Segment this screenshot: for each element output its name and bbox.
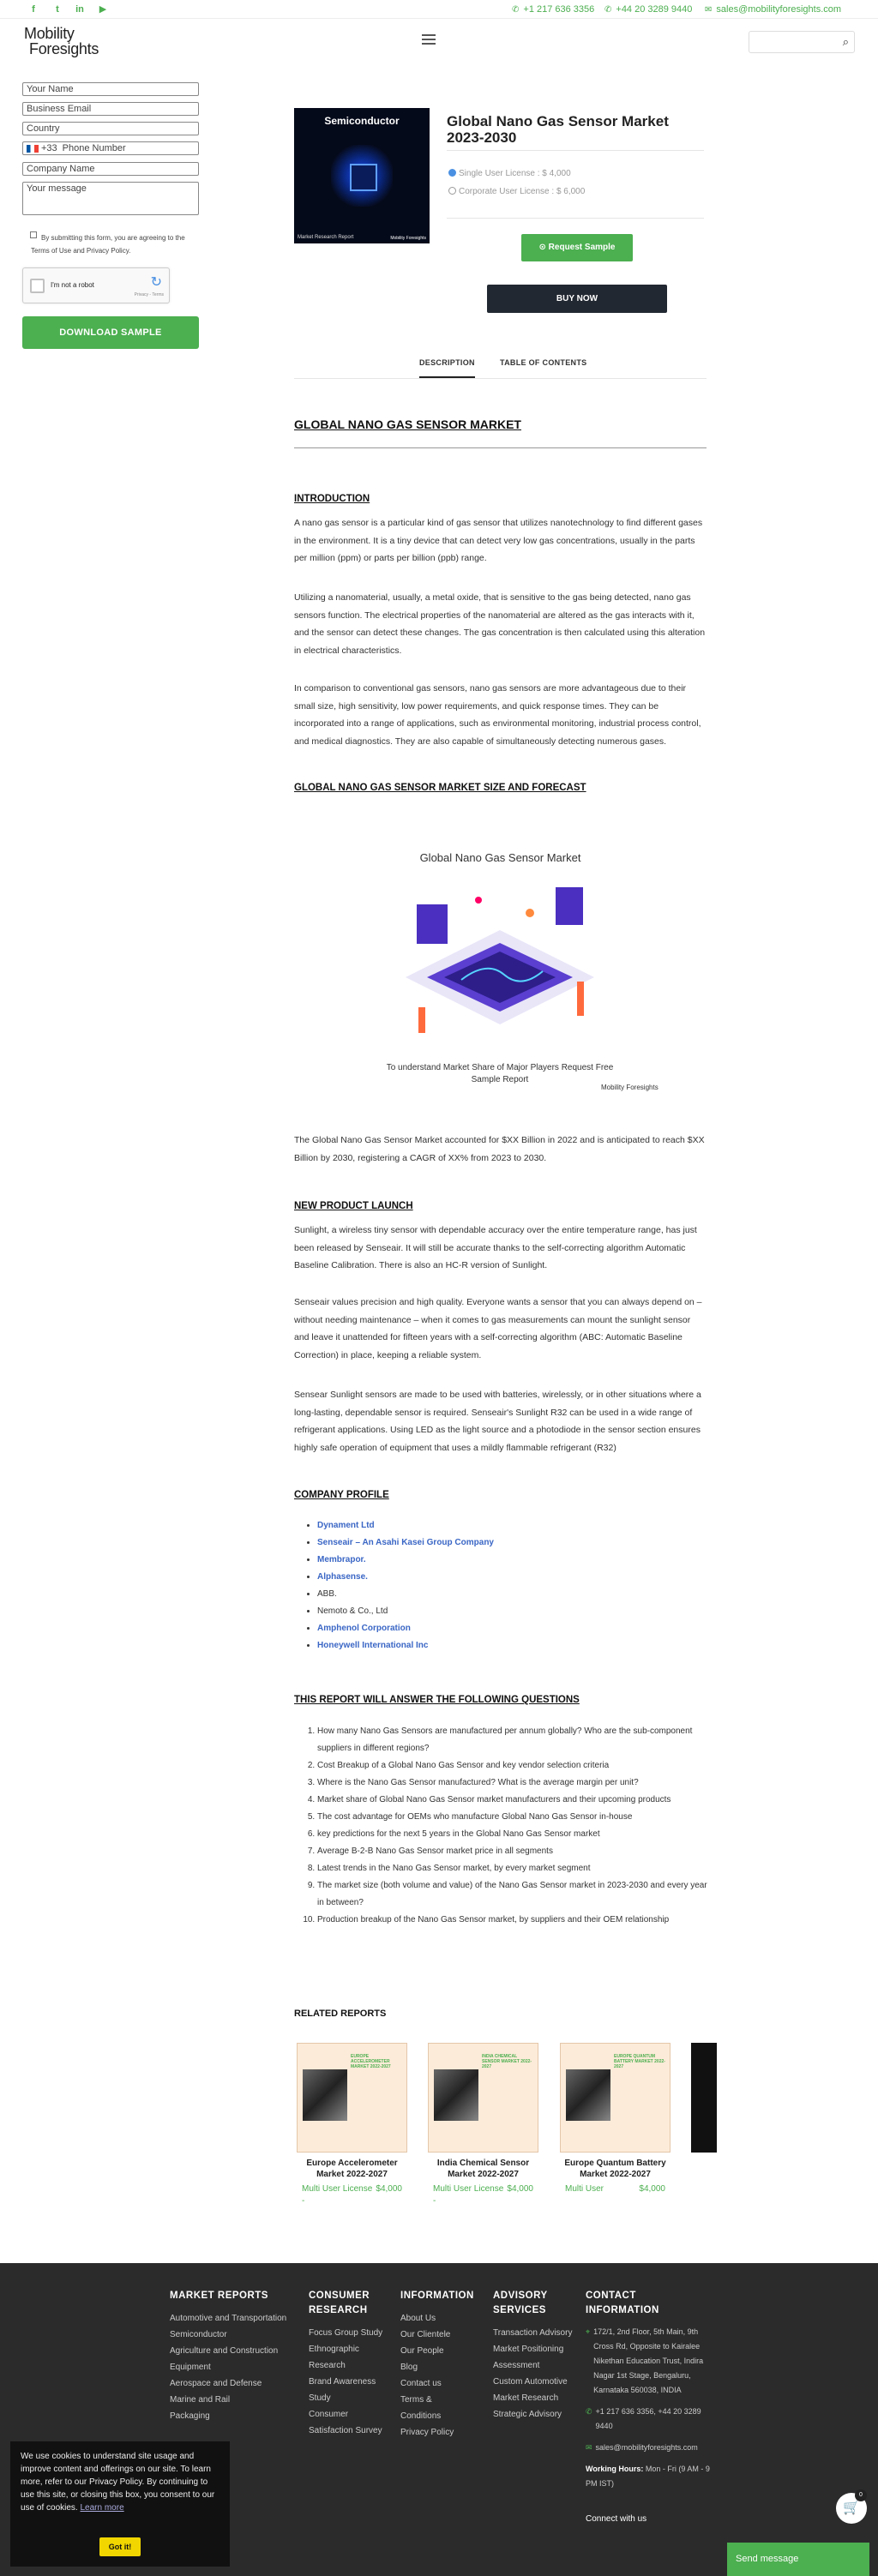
captcha-checkbox[interactable] [30,279,45,293]
report-cover-image: Semiconductor Market Research Report Mobility Foresights [294,108,430,243]
footer-link[interactable]: About Us [400,2314,436,2323]
company-item: • Nemoto & Co., Ltd [317,1603,707,1620]
paragraph: Sensear Sunlight sensors are made to be used with batteries, wirelessly, or in other situations where a long-lasting, dependable sensor is required. Senseair's Sunlight R32 can be used in a wide range of refrigerant applications. Using LED as the light source and a photodiode in the sensor section ensures highly safe operation of equipment that uses a mildly flammable refrigerant (R32) [294,1390,701,1453]
facebook-icon[interactable]: f [32,4,35,15]
site-logo[interactable]: Mobility Foresights [24,25,99,57]
phone-icon: ✆ [604,4,612,15]
footer-link[interactable]: Privacy Policy [400,2428,454,2437]
country-field[interactable]: Country [22,122,199,135]
menu-icon[interactable] [422,34,436,45]
footer-link[interactable]: Agriculture and Construction Equipment [170,2346,279,2372]
single-license-option[interactable]: Single User License : $ 4,000 [448,169,571,178]
footer-link[interactable]: Marine and Rail [170,2395,231,2405]
email-field[interactable]: Business Email [22,102,199,116]
footer-contact: CONTACT INFORMATION ⌖ 172/1, 2nd Floor, 5th Main, 9th Cross Rd, Opposite to Kairalee Nikethan Education Trust, Indira Nagar 1st Stage, Bengaluru, Karnataka 560038, INDIA ✆ +1 217 636 3356, +44 20 3289 9440 ✉ sales@mobilityforesights.com Working Hours: Mon - Fri (9 AM - 9 PM IST) Connect with us [586,2291,710,2524]
related-card-price: $4,000 Multi User License - [433,2184,533,2206]
divider [294,447,707,448]
corporate-license-option[interactable]: Corporate User License : $ 6,000 [448,187,585,196]
footer-link[interactable]: Terms & Conditions [400,2395,442,2421]
company-heading: COMPANY PROFILE [294,1490,389,1500]
france-flag-icon [27,145,39,153]
footer-link[interactable]: Packaging [170,2411,210,2421]
paragraph: Senseair values precision and high quality. Everyone wants a sensor that you can always depend on – without needing maintenance – when it comes to gas measurements can mount the sunlight sensor and leave it unattended for fifteen years with a self-correcting algorithm (ABC: Automatic Baseline Correction) in place, keeping a reliable system. [294,1297,702,1360]
cookie-banner: We use cookies to understand site usage and improve content and offerings on our site. To learn more, refer to our Privacy Policy. By continuing to use this site, or closing this box, you consent to our use of cookies. Learn more Got it! [10,2441,230,2567]
related-card-partial[interactable] [691,2043,717,2153]
question-item: 7. Average B-2-B Nano Gas Sensor market price in all segments [317,1843,707,1860]
question-item: 5. The cost advantage for OEMs who manufacture Global Nano Gas Sensor in-house [317,1809,707,1826]
cart-count-badge: 0 [855,2489,867,2501]
related-reports-heading: RELATED REPORTS [294,2009,387,2019]
linkedin-icon[interactable]: in [75,4,84,15]
paragraph: The Global Nano Gas Sensor Market accounted for $XX Billion in 2022 and is anticipated to reach $XX Billion by 2030, registering a CAGR of XX% from 2023 to 2030. [294,1135,705,1163]
tab-description[interactable]: DESCRIPTION [419,358,475,378]
company-item[interactable]: • Senseair – An Asahi Kasei Group Company [317,1534,707,1552]
paragraph: In comparison to conventional gas sensors, nano gas sensors are more advantageous due to their small size, high sensitivity, low power requirements, and quick response times. They can be incorporated into a range of applications, such as environmental monitoring, industrial process control, and medical diagnostics. They are also capable of simultaneously detecting numerous gases. [294,683,701,747]
top-phone-2[interactable]: ✆ +44 20 3289 9440 [604,4,693,15]
mail-icon: ✉ [705,4,713,15]
phone-icon: ✆ [586,2407,592,2416]
mail-icon: ✉ [586,2443,592,2452]
footer-link[interactable]: Ethnographic Research [309,2345,359,2370]
company-field[interactable]: Company Name [22,162,199,176]
divider [447,150,704,151]
footer-link[interactable]: Brand Awareness Study [309,2377,376,2403]
agree-checkbox-label[interactable]: By submitting this form, you are agreeing to the Terms of Use and Privacy Policy. [31,231,194,257]
product-photo [434,2069,478,2121]
paragraph: Utilizing a nanomaterial, usually, a metal oxide, that is sensitive to the gas being detected, nano gas sensors function. The electrical properties of the nanomaterial are altered as the gas interacts with it, and the sensor can detect these changes. The gas concentration is then calculated using this alteration in electrical characteristics. [294,592,706,656]
product-photo [303,2069,347,2121]
company-item[interactable]: • Dynament Ltd [317,1517,707,1534]
request-sample-button[interactable]: ⊙ Request Sample [521,234,633,261]
market-infographic[interactable]: Global Nano Gas Sensor Market To understand Market Share of Major Players Request Free Sample Report Mobility Foresights [386,851,658,1091]
footer-link[interactable]: Aerospace and Defense [170,2379,262,2388]
company-item: • ABB. [317,1586,707,1603]
message-field[interactable]: Your message [22,182,199,215]
footer-link[interactable]: Strategic Advisory [493,2410,562,2419]
radio-selected[interactable] [448,169,456,177]
footer-consumer-research: CONSUMER RESEARCH Focus Group Study Ethnographic Research Brand Awareness Study Consumer Satisfaction Survey [309,2289,386,2439]
company-item[interactable]: • Honeywell International Inc [317,1637,707,1654]
question-item: 4. Market share of Global Nano Gas Sensor market manufacturers and their upcoming products [317,1792,707,1809]
page-title: Global Nano Gas Sensor Market 2023-2030 [447,113,669,146]
related-card-image[interactable]: EUROPE QUANTUM BATTERY MARKET 2022-2027 [560,2043,671,2153]
location-icon: ⌖ [586,2327,591,2336]
footer-market-reports: MARKET REPORTS Automotive and Transportation Semiconductor Agriculture and Construction Equipment Aerospace and Defense Marine and Rail Packaging [170,2289,298,2424]
related-card-price: $4,000 Multi User [565,2184,665,2194]
related-card-image[interactable]: EUROPE ACCELEROMETER MARKET 2022-2027 [297,2043,407,2153]
isometric-dashboard-graphic [393,879,607,1050]
related-card[interactable]: EUROPE ACCELEROMETER MARKET 2022-2027 Europe Accelerometer Market 2022-2027 $4,000 Multi User License - [297,2043,407,2207]
article-heading: GLOBAL NANO GAS SENSOR MARKET [294,417,521,431]
cookie-accept-button[interactable]: Got it! [99,2537,141,2556]
footer-link[interactable]: Blog [400,2363,418,2372]
radio[interactable] [448,187,456,195]
company-list [317,1517,707,1654]
agree-checkbox[interactable] [30,231,37,238]
related-card-price: $4,000 Multi User License - [302,2184,402,2206]
product-photo [566,2069,610,2121]
question-item: 8. Latest trends in the Nano Gas Sensor market, by every market segment [317,1860,707,1877]
top-bar [0,0,878,19]
question-item: 9. The market size (both volume and value) of the Nano Gas Sensor market in 2023-2030 and every year in between? [317,1877,707,1912]
header [0,19,878,75]
twitter-icon[interactable]: t [56,4,59,15]
footer-link[interactable]: Automotive and Transportation [170,2314,287,2323]
cart-icon[interactable]: 🛒 0 [836,2493,867,2524]
divider [447,218,704,219]
paragraph: A nano gas sensor is a particular kind of gas sensor that utilizes nanotechnology to find different gases in the environment. It is a tiny device that can detect very low gas concentrations, usually in the parts per million (ppm) or parts per billion (ppb) range. [294,518,703,563]
footer-link[interactable]: Our People [400,2346,444,2356]
related-card[interactable]: INDIA CHEMICAL SENSOR MARKET 2022-2027 India Chemical Sensor Market 2022-2027 $4,000 Multi User License - [428,2043,538,2207]
buy-now-button[interactable]: BUY NOW [487,285,667,313]
launch-heading: NEW PRODUCT LAUNCH [294,1201,413,1211]
footer-link[interactable]: Our Clientele [400,2330,451,2339]
footer-information: INFORMATION About Us Our Clientele Our People Blog Contact us Terms & Conditions Privacy Policy [400,2289,469,2441]
question-item: 1. How many Nano Gas Sensors are manufactured per annum globally? Who are the sub-component suppliers in different regions? [317,1723,707,1757]
learn-more-link[interactable]: Learn more [80,2503,124,2513]
related-card-image[interactable]: INDIA CHEMICAL SENSOR MARKET 2022-2027 [428,2043,538,2153]
footer-link[interactable]: Consumer Satisfaction Survey [309,2410,382,2435]
company-item[interactable]: • Membrapor. [317,1552,707,1569]
send-message-button[interactable]: Send message [727,2543,869,2576]
question-item: 6. key predictions for the next 5 years in the Global Nano Gas Sensor market [317,1826,707,1843]
related-card[interactable]: EUROPE QUANTUM BATTERY MARKET 2022-2027 Europe Quantum Battery Market 2022-2027 $4,000 Multi User [560,2043,671,2195]
footer-link[interactable]: Focus Group Study [309,2328,383,2338]
footer-link[interactable]: Contact us [400,2379,442,2388]
size-heading: GLOBAL NANO GAS SENSOR MARKET SIZE AND FORECAST [294,783,586,793]
company-item[interactable]: • Amphenol Corporation [317,1620,707,1637]
search-input[interactable] [749,31,855,53]
youtube-icon[interactable]: ▶ [99,4,107,15]
question-item: 3. Where is the Nano Gas Sensor manufactured? What is the average margin per unit? [317,1774,707,1792]
question-item: 10. Production breakup of the Nano Gas Sensor market, by suppliers and their OEM relationship [317,1912,707,1929]
phone-field[interactable]: +33 Phone Number [22,141,199,155]
footer-link[interactable]: Custom Automotive Market Research [493,2377,568,2403]
question-item: 2. Cost Breakup of a Global Nano Gas Sensor and key vendor selection criteria [317,1757,707,1774]
recaptcha[interactable]: I'm not a robot ↻ Privacy - Terms [22,267,170,303]
download-sample-button[interactable]: DOWNLOAD SAMPLE [22,316,199,349]
top-phone-1[interactable]: ✆ +1 217 636 3356 [512,4,595,15]
footer-link[interactable]: Market Positioning Assessment [493,2345,564,2370]
download-icon: ⊙ [538,243,549,252]
footer-link[interactable]: Transaction Advisory [493,2328,573,2338]
questions-heading: THIS REPORT WILL ANSWER THE FOLLOWING QUESTIONS [294,1695,580,1705]
chip-graphic [331,145,393,207]
paragraph: Sunlight, a wireless tiny sensor with dependable accuracy over the entire temperature range, has just been released by Senseair. It will still be accurate thanks to the self-correcting algorithm Automatic Baseline Calibration. There is also an HC-R version of Sunlight. [294,1225,697,1270]
phone-icon: ✆ [512,4,520,15]
company-item[interactable]: • Alphasense. [317,1569,707,1586]
name-field[interactable]: Your Name [22,82,199,96]
recaptcha-icon: ↻ [150,275,162,290]
footer-link[interactable]: Semiconductor [170,2330,227,2339]
top-email[interactable]: ✉ sales@mobilityforesights.com [705,4,842,15]
tabs [294,351,707,379]
intro-heading: INTRODUCTION [294,494,370,504]
search-icon[interactable]: ⌕ [842,35,849,48]
tab-table-of-contents[interactable]: TABLE OF CONTENTS [500,358,587,367]
footer-advisory: ADVISORY SERVICES Transaction Advisory Market Positioning Assessment Custom Automotive Market Research Strategic Advisory [493,2289,574,2423]
questions-list [317,1723,707,1929]
